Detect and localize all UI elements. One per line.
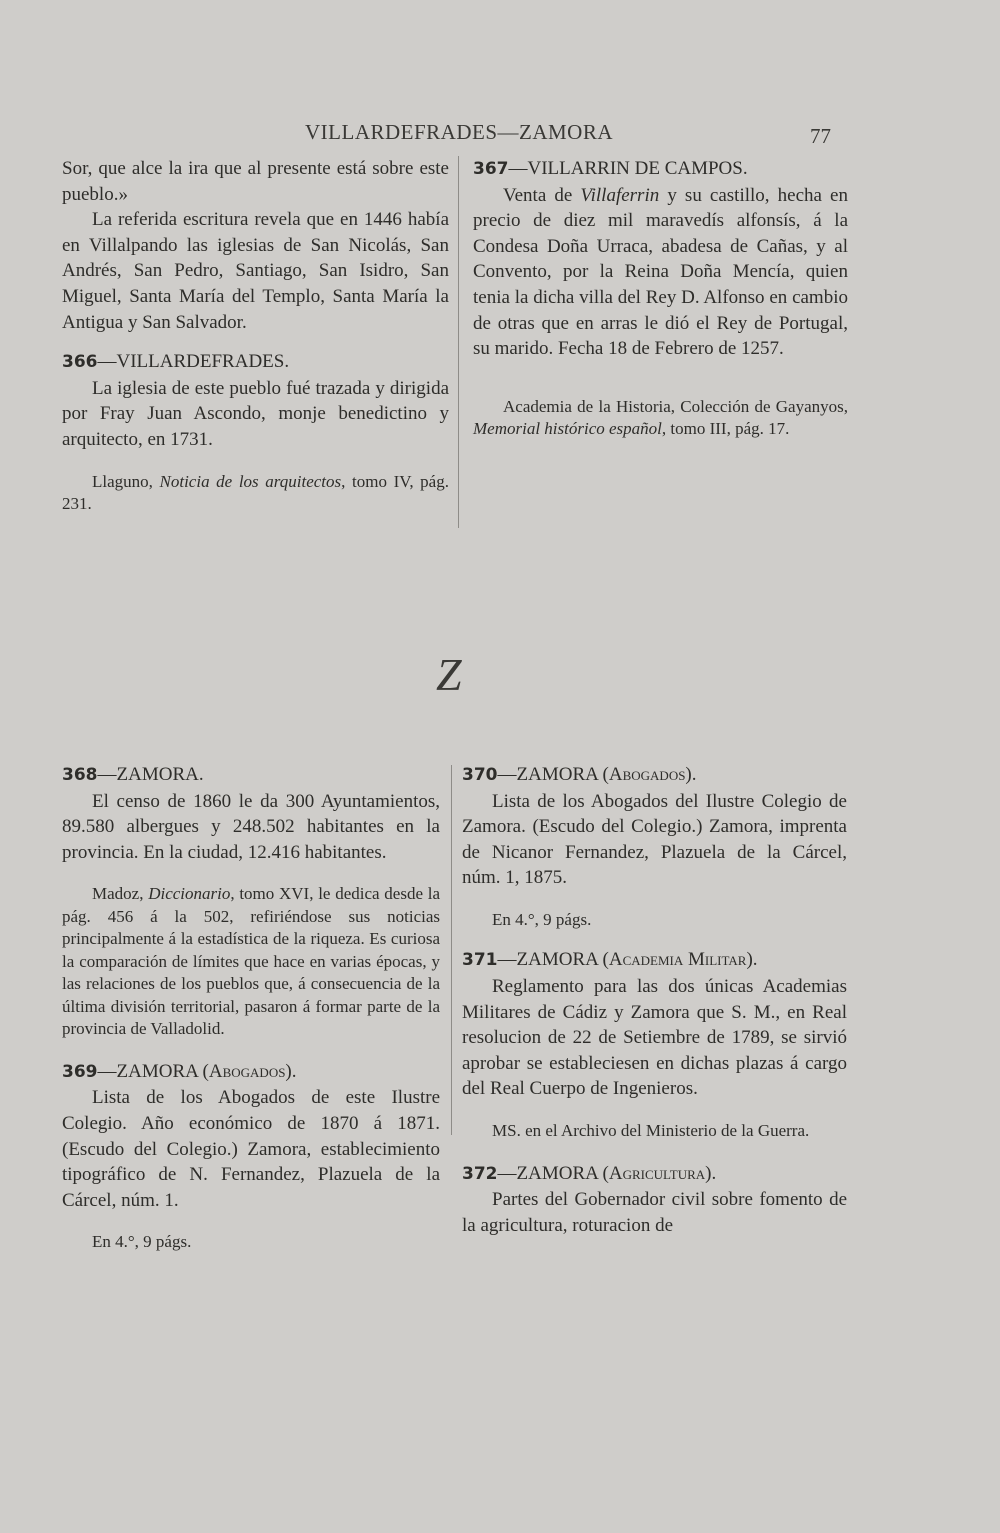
entry-372-subtitle: (Agricultura). [602,1162,717,1184]
entry-368-heading [62,762,440,789]
right-column-bottom [462,762,847,1238]
entry-370-format: En 4.°, 9 págs. [492,909,592,929]
entry-369-title: —ZAMORA [97,1060,203,1082]
continuation-paragraph: Sor, que alce la ira que al presente está sobre este pueblo.» [62,158,449,205]
entry-367-title: —VILLARRIN DE CAMPOS. [508,158,748,179]
entry-366-source: Llaguno, Noticia de los arquitectos, tomo IV, pág. 231. [62,471,449,514]
column-divider-top [458,156,459,528]
entry-367-source: Academia de la Historia, Colección de Gayanyos, Memorial histórico español, tomo III, pág. 17. [473,396,848,439]
entry-371-title: —ZAMORA [497,949,603,971]
entry-367-number: 367 [473,159,509,179]
entry-367-body: Venta de Villaferrin y su castillo, hecha en precio de diez mil maravedís alfonsís, á la Condesa Doña Urraca, abadesa de Cañas, y al Convento, por la Reina Doña Mencía, quien tenia la dicha villa del Rey D. Alfonso en cambio de otras que en arras le dió el Rey de Portugal, su marido. Fecha 18 de Febrero de 1257. [473,184,848,360]
entry-372-number: 372 [462,1163,498,1184]
entry-368-number: 368 [62,765,98,785]
entry-372-body: Partes del Gobernador civil sobre fomento de la agricultura, roturacion de [462,1189,847,1236]
entry-369-subtitle: (Abogados). [202,1060,297,1082]
entry-372-title: —ZAMORA [497,1162,603,1184]
entry-369-body: Lista de los Abogados de este Ilustre Colegio. Año económico de 1870 á 1871. (Escudo del Colegio.) Zamora, establecimiento tipográfico de N. Fernandez, Plazuela de la Cárcel, núm. 1. [62,1087,440,1211]
entry-371-body: Reglamento para las dos únicas Academias Militares de Cádiz y Zamora que S. M., en Real resolucion de 22 de Setiembre de 1789, se sirvió aprobar se estableciesen en dichas plazas á cargo del Real Cuerpo de Ingenieros. [462,976,847,1100]
right-column-top [473,156,848,441]
entry-368-body: El censo de 1860 le da 300 Ayuntamientos, 89.580 albergues y 248.502 habitantes en la provincia. En la ciudad, 12.416 habitantes. [62,790,440,863]
entry-366-body: La iglesia de este pueblo fué trazada y dirigida por Fray Juan Ascondo, monje benedictino y arquitecto, en 1731. [62,377,449,450]
column-divider-bottom [451,765,452,1135]
page-number: 77 [810,124,831,148]
entry-370-heading [462,762,847,789]
entry-367-heading [473,156,848,183]
entry-369-heading [62,1059,440,1086]
entry-366-heading [62,349,449,376]
entry-370-number: 370 [462,765,498,785]
running-head: VILLARDEFRADES—ZAMORA [305,120,614,144]
entry-368-title: —ZAMORA. [97,764,204,785]
section-letter-z: Z [436,649,462,700]
entry-370-title: —ZAMORA [497,764,603,785]
entry-368-source: Madoz, Diccionario, tomo XVI, le dedica desde la pág. 456 á la 502, refiriéndose sus noticias principalmente á la estadística de la riqueza. Es curiosa la comparación de límites que hace en varias épocas, y las relaciones de los pueblos que, á consecuencia de la última división territorial, pasaron á formar parte de la provincia de Valladolid. [62,884,440,1039]
entry-371-source: MS. en el Archivo del Ministerio de la Guerra. [492,1121,810,1141]
entry-370-subtitle: (Abogados). [602,764,697,785]
entry-366-number: 366 [62,352,98,373]
entry-369-number: 369 [62,1061,98,1082]
paragraph-1446: La referida escritura revela que en 1446 había en Villalpando las iglesias de San Nicolás, San Andrés, San Pedro, Santiago, San Isidro, San Miguel, Santa María del Templo, Santa María la Antigua y San Salvador. [62,209,449,333]
entry-371-heading [462,947,847,974]
entry-366-title: —VILLARDEFRADES. [97,351,290,373]
entry-372-heading [462,1161,847,1188]
entry-369-format: En 4.°, 9 págs. [92,1232,192,1252]
left-column-bottom [62,762,440,1254]
entry-370-body: Lista de los Abogados del Ilustre Colegio de Zamora. (Escudo del Colegio.) Zamora, imprenta de Nicanor Fernandez, Plazuela de la Cárcel, núm. 1, 1875. [462,790,847,889]
entry-371-subtitle: (Academia Militar). [602,949,758,971]
entry-371-number: 371 [462,950,498,971]
left-column-top [62,156,449,516]
